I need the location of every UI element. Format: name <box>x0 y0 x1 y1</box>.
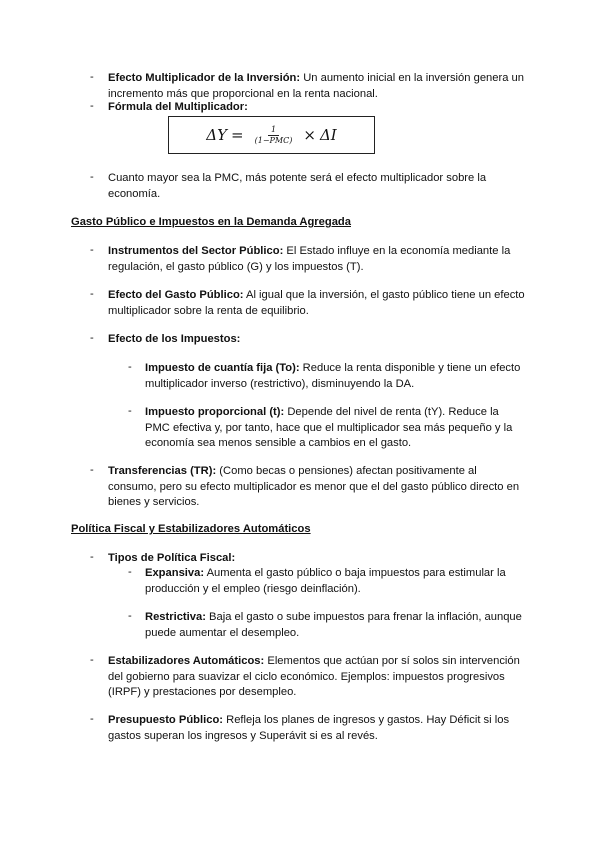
formula-times: × <box>303 126 316 144</box>
bullet-dash: - <box>90 100 94 112</box>
bullet-dash: - <box>128 566 132 578</box>
item-text: Refleja los planes de ingresos y gastos. Hay Déficit si los gastos superan los ingresos y Superávit si es al revés. <box>108 714 510 742</box>
item-title: Impuesto proporcional (t): <box>145 406 285 418</box>
item-title: Impuesto de cuantía fija (To): <box>145 362 300 374</box>
item-title: Instrumentos del Sector Público: <box>108 245 284 257</box>
formula-numerator: 1 <box>268 125 279 136</box>
formula-rhs: ΔI <box>319 126 337 144</box>
item-title: Efecto Multiplicador de la Inversión: <box>108 72 301 84</box>
item-title: Efecto del Gasto Público: <box>108 289 244 301</box>
item-title: Presupuesto Público: <box>108 714 223 726</box>
bullet-dash: - <box>90 332 94 344</box>
impuesto-fijo-item <box>145 361 525 392</box>
gasto-effect-item <box>108 288 528 319</box>
impuestos-effect-item <box>108 332 240 348</box>
item-text: Baja el gasto o sube impuestos para frenar la inflación, aunque puede aumentar el desempleo. <box>145 611 522 639</box>
transferencias-item <box>108 464 528 511</box>
bullet-dash: - <box>128 610 132 622</box>
instruments-item <box>108 244 518 275</box>
bullet-dash: - <box>90 654 94 666</box>
item-text: Elementos que actúan por sí solos sin intervención del gobierno para suavizar el ciclo económico. Ejemplos: impuestos progresivos (IRPF) y prestaciones por desempleo. <box>108 655 520 699</box>
item-text: Reduce la renta disponible y tiene un efecto multiplicador inverso (restrictivo), disminuyendo la DA. <box>145 362 521 390</box>
item-title: Expansiva: <box>145 567 205 579</box>
item-title: Tipos de Política Fiscal: <box>108 552 236 564</box>
bullet-dash: - <box>90 288 94 300</box>
bullet-dash: - <box>90 244 94 256</box>
formula-fraction <box>252 125 296 146</box>
item-title: Estabilizadores Automáticos: <box>108 655 265 667</box>
item-text: Al igual que la inversión, el gasto público tiene un efecto multiplicador sobre la renta de equilibrio. <box>108 289 525 317</box>
item-text: (Como becas o pensiones) afectan positivamente al consumo, pero su efecto multiplicador es menor que el del gasto público directo en bienes y servicios. <box>108 465 520 509</box>
item-title: Transferencias (TR): <box>108 465 217 477</box>
bullet-dash: - <box>90 713 94 725</box>
item-text: El Estado influye en la economía mediante la regulación, el gasto público (G) y los impuestos (T). <box>108 245 511 273</box>
item-text: Cuanto mayor sea la PMC, más potente será el efecto multiplicador sobre la economía. <box>108 172 487 200</box>
formula-lhs: ΔY <box>206 126 228 144</box>
bullet-dash: - <box>90 464 94 476</box>
formula-item <box>108 100 248 116</box>
multiplier-effect-item <box>108 71 528 102</box>
expansiva-item <box>145 566 520 597</box>
pmc-note-item <box>108 171 508 202</box>
impuesto-proporcional-item <box>145 405 520 452</box>
bullet-dash: - <box>90 171 94 183</box>
bullet-dash: - <box>90 71 94 83</box>
tipos-politica-item <box>108 551 235 567</box>
section-heading-politica-fiscal: Política Fiscal y Estabilizadores Automáticos <box>71 523 311 535</box>
item-title: Restrictiva: <box>145 611 206 623</box>
item-text: Aumenta el gasto público o baja impuestos para estimular la producción y el empleo (riesgo deinflación). <box>145 567 506 595</box>
multiplier-formula <box>168 116 375 154</box>
formula-denominator: (1−PMC) <box>254 135 293 145</box>
section-heading-gasto-publico: Gasto Público e Impuestos en la Demanda Agregada <box>71 216 351 228</box>
bullet-dash: - <box>128 405 132 417</box>
bullet-dash: - <box>128 361 132 373</box>
item-text: Depende del nivel de renta (tY). Reduce la PMC efectiva y, por tanto, hace que el multiplicador sea más pequeño y la economía sea menos sensible a cambios en el gasto. <box>145 406 513 450</box>
restrictiva-item <box>145 610 530 641</box>
formula-equals: = <box>231 126 244 144</box>
estabilizadores-item <box>108 654 528 701</box>
bullet-dash: - <box>90 551 94 563</box>
item-title: Efecto de los Impuestos: <box>108 333 241 345</box>
presupuesto-item <box>108 713 528 744</box>
item-text: Un aumento inicial en la inversión genera un incremento más que proporcional en la renta nacional. <box>108 72 524 100</box>
item-title: Fórmula del Multiplicador: <box>108 101 248 113</box>
